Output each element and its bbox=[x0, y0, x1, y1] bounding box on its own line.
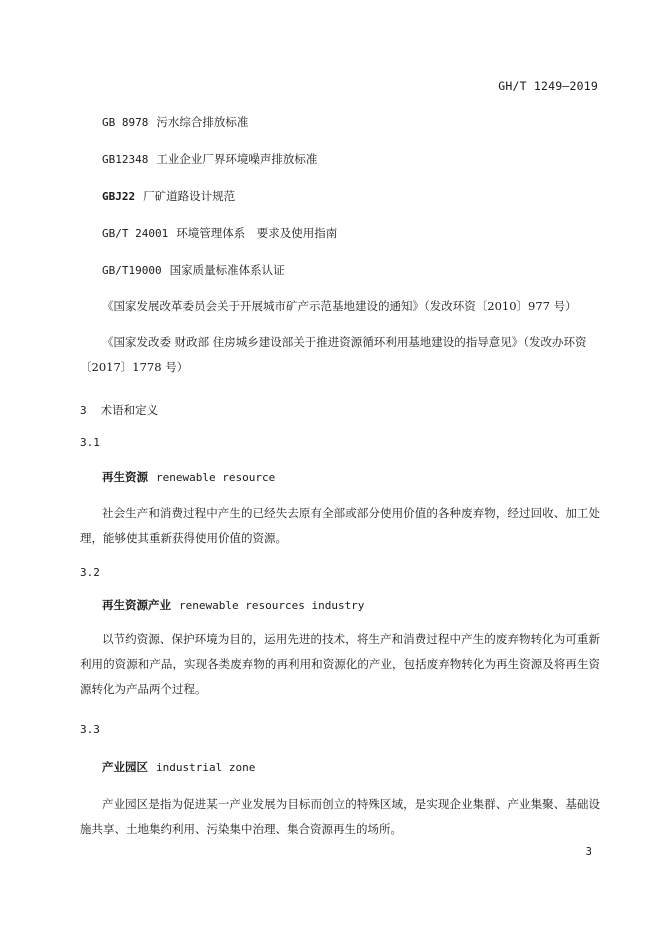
reference-item bbox=[102, 188, 235, 204]
reference-code: GB12348 bbox=[102, 153, 149, 166]
reference-title: 国家质量标准体系认证 bbox=[169, 263, 285, 277]
term-heading bbox=[102, 597, 364, 613]
term-name-en: renewable resources industry bbox=[179, 599, 365, 612]
reference-code: GB/T 24001 bbox=[102, 227, 169, 240]
term-heading bbox=[102, 469, 275, 485]
reference-title: 厂矿道路设计规范 bbox=[143, 189, 236, 203]
term-definition: 社会生产和消费过程中产生的已经失去原有全部或部分使用价值的各种废弃物，经过回收、加工处理，能够使其重新获得使用价值的资源。 bbox=[80, 506, 600, 545]
standard-code: GH/T 1249—2019 bbox=[498, 79, 598, 93]
section-number: 3 bbox=[80, 404, 87, 417]
reference-title: 工业企业厂界环境噪声排放标准 bbox=[156, 152, 318, 166]
reference-code: GB 8978 bbox=[102, 116, 149, 129]
reference-title: 环境管理体系 要求及使用指南 bbox=[176, 226, 338, 240]
term-name-cn: 再生资源产业 bbox=[102, 598, 171, 612]
clause-number: 3.2 bbox=[80, 566, 100, 579]
policy-document: 《国家发改委 财政部 住房城乡建设部关于推进资源循环利用基地建设的指导意见》（发改办环资〔2017〕1778 号） bbox=[80, 335, 587, 374]
section-title: 术语和定义 bbox=[100, 403, 159, 417]
page-number: 3 bbox=[585, 846, 592, 858]
term-name-en: renewable resource bbox=[156, 471, 276, 484]
reference-item bbox=[102, 262, 285, 278]
term-name-cn: 产业园区 bbox=[102, 760, 148, 774]
term-definition: 产业园区是指为促进某一产业发展为目标而创立的特殊区域，是实现企业集群、产业集聚、基础设施共享、土地集约利用、污染集中治理、集合资源再生的场所。 bbox=[80, 797, 600, 836]
reference-code: GBJ22 bbox=[102, 190, 136, 203]
reference-title: 污水综合排放标准 bbox=[156, 115, 249, 129]
policy-document: 《国家发展改革委员会关于开展城市矿产示范基地建设的通知》（发改环资〔2010〕977 号） bbox=[102, 299, 577, 313]
clause-number: 3.1 bbox=[80, 436, 100, 449]
term-definition: 以节约资源、保护环境为目的，运用先进的技术，将生产和消费过程中产生的废弃物转化为可重新利用的资源和产品，实现各类废弃物的再利用和资源化的产业，包括废弃物转化为再生资源及将再生资源转化为产品两个过程。 bbox=[80, 632, 600, 696]
term-heading bbox=[102, 759, 255, 775]
reference-item bbox=[102, 225, 337, 241]
reference-code: GB/T19000 bbox=[102, 264, 162, 277]
term-name-en: industrial zone bbox=[156, 761, 256, 774]
clause-number: 3.3 bbox=[80, 723, 100, 736]
reference-item bbox=[102, 151, 317, 167]
reference-item bbox=[102, 114, 248, 130]
section-heading bbox=[80, 402, 158, 418]
term-name-cn: 再生资源 bbox=[102, 470, 148, 484]
